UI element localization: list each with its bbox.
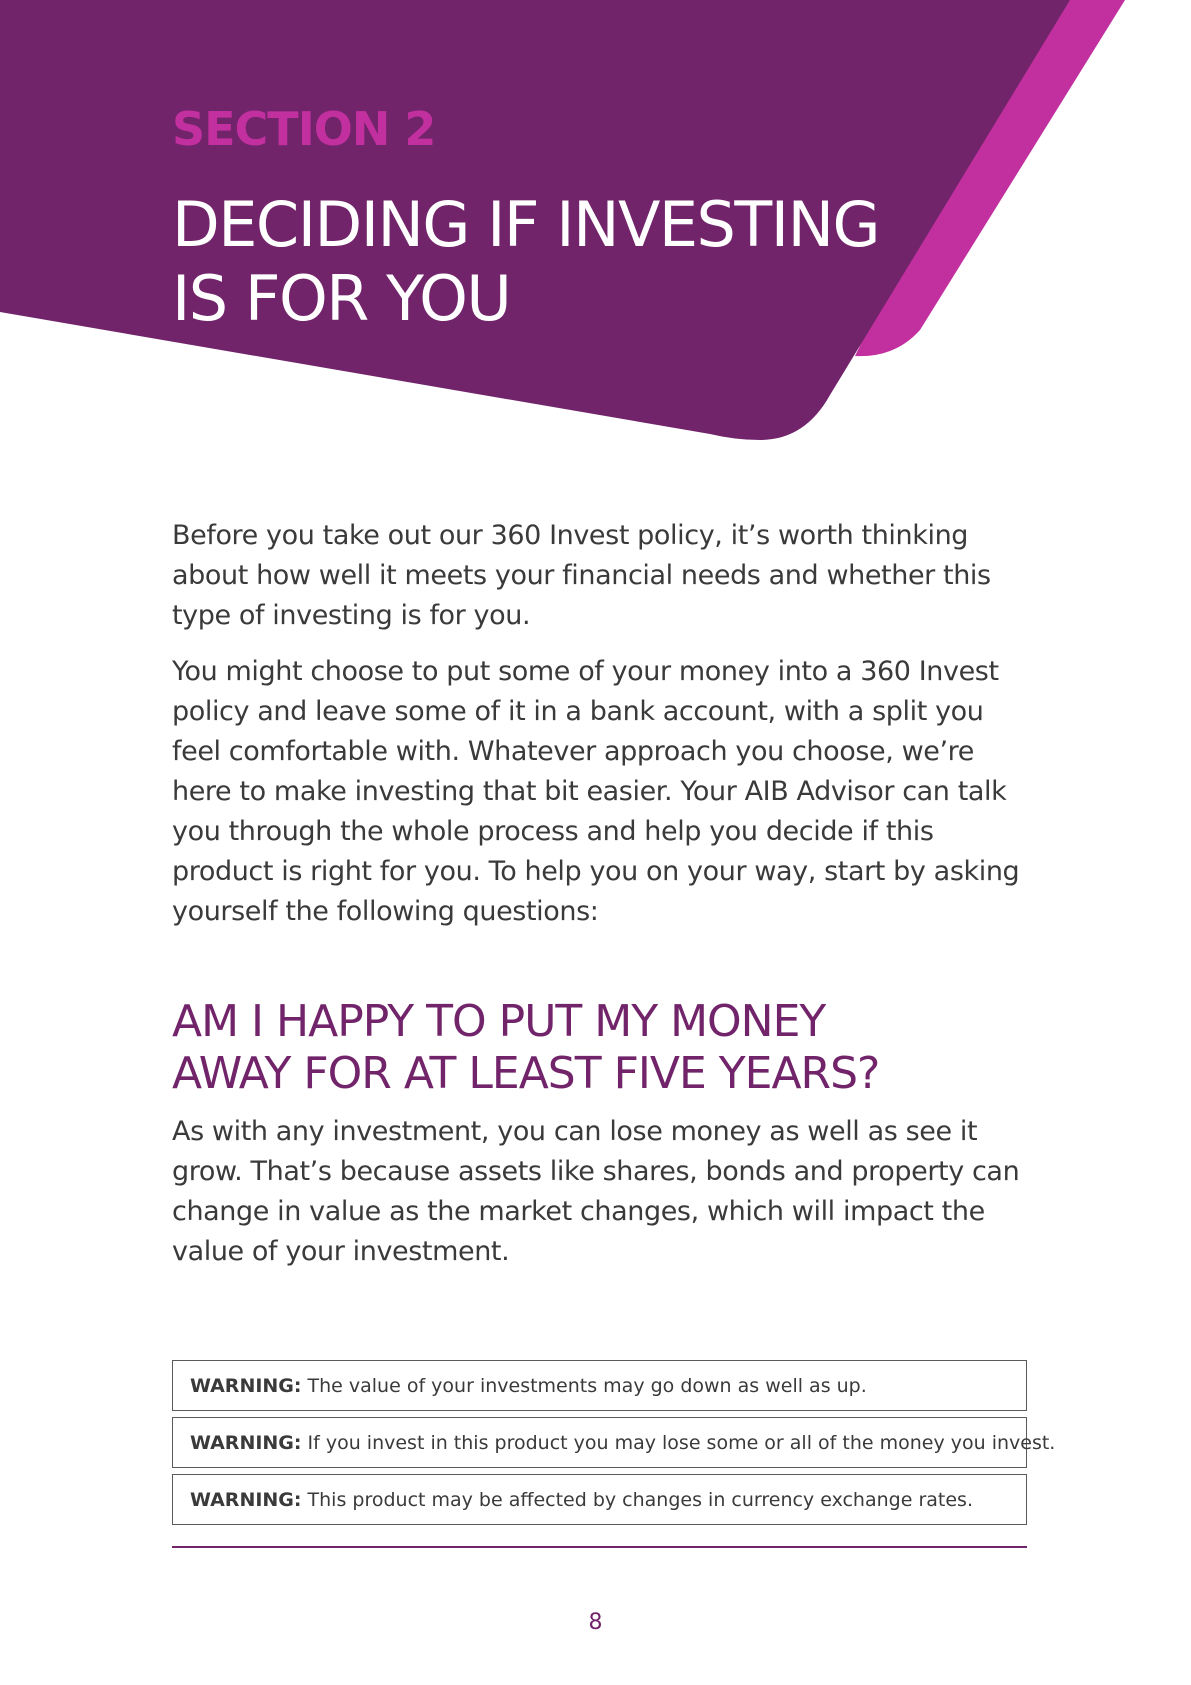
- risk-paragraph: As with any investment, you can lose money as well as see it grow. That’s because assets like shares, bonds and property can change in value as the market changes, which will impact the value of your investment.: [172, 1116, 1020, 1267]
- intro-paragraph: Before you take out our 360 Invest policy, it’s worth thinking about how well it meets your financial needs and whether this type of investing is for you.: [172, 520, 991, 631]
- warning-label: WARNING:: [190, 1488, 302, 1511]
- section-label: SECTION 2: [172, 102, 436, 156]
- warning-box: [172, 1474, 1027, 1525]
- warning-text: If you invest in this product you may lose some or all of the money you invest.: [307, 1431, 1056, 1454]
- question-heading-line-1: AM I HAPPY TO PUT MY MONEY: [172, 996, 826, 1047]
- warning-text: This product may be affected by changes in currency exchange rates.: [307, 1488, 973, 1511]
- question-heading-line-2: AWAY FOR AT LEAST FIVE YEARS?: [172, 1048, 880, 1099]
- page-number: 8: [588, 1610, 603, 1635]
- warning-text: The value of your investments may go down as well as up.: [307, 1374, 867, 1397]
- footer-divider: [172, 1546, 1027, 1548]
- section-title: [172, 188, 932, 336]
- warnings-list: [172, 1360, 1056, 1531]
- warning-box: [172, 1417, 1056, 1468]
- warning-box: [172, 1360, 1027, 1411]
- warning-label: WARNING:: [190, 1374, 302, 1397]
- warning-label: WARNING:: [190, 1431, 302, 1454]
- main-content: [172, 516, 1032, 1272]
- advice-paragraph: You might choose to put some of your money into a 360 Invest policy and leave some of it in a bank account, with a split you feel comfortable with. Whatever approach you choose, we’re here to make investing that bit easier. Your AIB Advisor can talk you through the whole process and help you decide if this product is right for you. To help you on your way, start by asking yourself the following questions:: [172, 656, 1020, 927]
- section-title-line-2: IS FOR YOU: [172, 262, 511, 335]
- question-heading: [172, 996, 1032, 1100]
- section-title-line-1: DECIDING IF INVESTING: [172, 188, 879, 261]
